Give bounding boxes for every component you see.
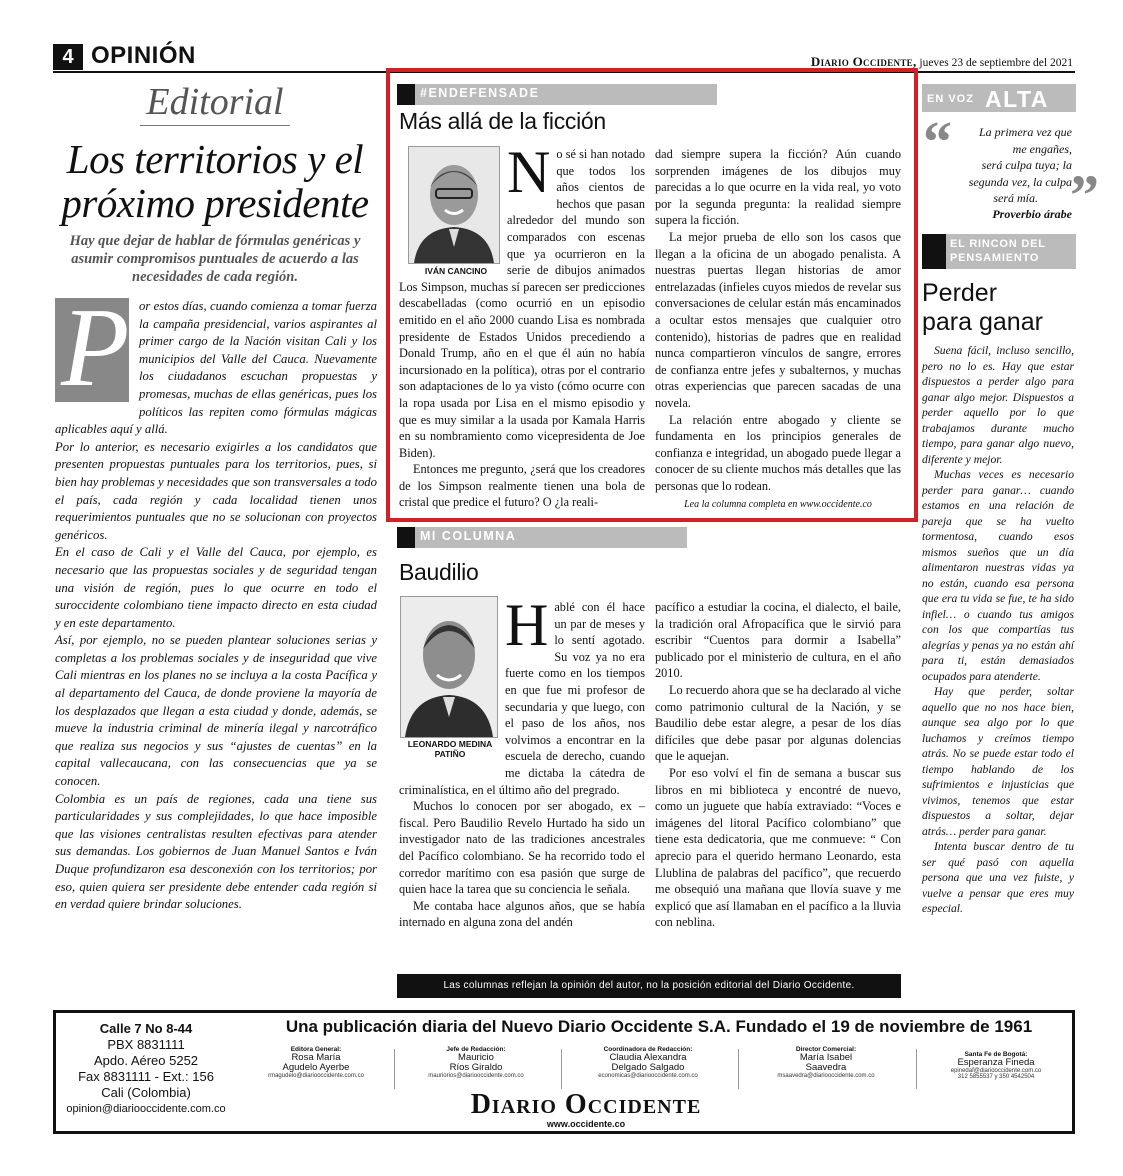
close-quote-icon: ”: [1070, 163, 1099, 228]
voz-alta-quote: [934, 124, 1072, 207]
staff-name: Claudia Alexandra: [609, 1052, 687, 1063]
address-line: Apdo. Aéreo 5252: [93, 1053, 199, 1068]
address-line: Cali (Colombia): [101, 1085, 191, 1100]
column2-tag-bar: [397, 527, 687, 548]
editorial-kicker-rule: [140, 125, 290, 126]
address-line: PBX 8831111: [107, 1037, 185, 1052]
editorial-paragraph: Así, por ejemplo, no se pueden plantear soluciones serias y completas a los problemas sociales y de inseguridad que vive Cali mientras en los planes no se incluya a la costa Pacífica y al departamento del Cauca, de donde proviene la mayoría de los desplazados que llegan a esta ciudad y donde, además, se mueve la industria criminal de minería ilegal y narcotráfico que realiza sus negocios y sus “ajustes de cuentas” en la capital vallecaucana, con las consecuencias que ya se conocen.: [55, 633, 377, 789]
column2-paragraph-text: ablé con él hace un par de meses y lo sentí agotado. Su voz ya no era fuerte como en los tiempos en que fue mi profesor de secundaria y que luego, con el paso de los años, nos volvimos a encontrar en la escuela de derecho, cuando me dictaba la cátedra de criminalística, en el último año del pregrado.: [399, 600, 645, 797]
column1-tag: #ENDEFENSADE: [420, 86, 540, 100]
staff-email: rmagudelo@diariooccidente.com.co: [268, 1073, 364, 1079]
staff-email: economicas@diariooccidente.com.co: [598, 1073, 698, 1079]
voz-alta-label-small: EN VOZ: [927, 93, 974, 105]
column1-footer-note: Lea la columna completa en www.occidente.co: [684, 499, 872, 510]
staff-editora: [246, 1046, 386, 1079]
column2-paragraph: Muchos lo conocen por ser abogado, ex – fiscal. Pero Baudilio Revelo Hurtado ha sido un investigador nato de las tradiciones ancestrales del Pacífico colombiano. Se ha recorrido todo el corredor marítimo con esa pasión que surge de quien hace la tarea que su conciencia le señala.: [399, 799, 645, 897]
staff-name: Rosa María: [291, 1052, 341, 1063]
column1-paragraph-text: o sé si han notado que todos los años cientos de hechos que pasan alrededor del mundo son comparados con escenas que ya ocurrieron en la serie de dibujos animados Los Simpson, muchas sí parecen ser predicciones descabelladas (como ocurrió en un episodio emitido en el año 2000 cuando Lisa es nombrada presidente de Estados Unidos precediendo a Donald Trump, año en el que él aún no había incursionado en la política), otras por el contrario son adaptaciones de lo ya visto (cómo ocurre con la ropa usada por Lisa en el mismo episodio y que es muy similar a la usada por Kamala Harris en su nombramiento como vicepresidenta de Joe Biden).: [399, 147, 645, 460]
rincon-paragraph: Suena fácil, incluso sencillo, pero no lo es. Hay que estar dispuestos a perder algo para ganar algo mejor. Dispuestos a perder aquello por lo que trabajamos durante mucho tiempo, para ganar algo nuevo, diferente y mejor.: [922, 344, 1074, 466]
staff-phone: 312 5855537 y 350 4542504: [957, 1074, 1035, 1080]
rincon-label: [950, 237, 1046, 265]
staff-name: Esperanza Fineda: [957, 1057, 1035, 1068]
rincon-title: [922, 279, 1043, 337]
address-line: Calle 7 No 8-44: [99, 1021, 193, 1036]
column2-paragraph: Por eso volví el fin de semana a buscar sus libros en mi biblioteca y encontré de nuevo, como un juguete que había extraviado: “Voces e imágenes del litoral Pacífico colombiano” que tiene esta dedicatoria, que me conmueve: “ Con aprecio para el querido hermano Leonardo, esta Llublina de palabras del pacífico”, que recuerdo me obsequió una mañana que llovía suave y me explicó que así llamaban en el pacífico a la lluvia con neblina.: [655, 765, 901, 930]
column1-headline: Más allá de la ficción: [399, 108, 606, 134]
editorial-subtitle: Hay que dejar de hablar de fórmulas genéricas y asumir compromisos puntuales de acuerdo a las necesidades de cada región.: [69, 233, 361, 285]
column2-right-text: [655, 599, 901, 931]
staff-role: Jefe de Redacción:: [446, 1046, 506, 1053]
column2-tag: MI COLUMNA: [420, 529, 517, 543]
column1-paragraph: dad siempre supera la ficción? Aún cuando sorprenden imágenes de los dibujos muy parecidas a lo que ocurre en la vida real, yo voto por la segunda pregunta: la realidad siempre supera la ficción.: [655, 147, 901, 228]
brand-url[interactable]: www.occidente.co: [546, 1119, 626, 1129]
column1-left-text: [399, 139, 645, 511]
column2-left-text: [399, 592, 645, 931]
staff-divider: [916, 1049, 917, 1089]
column2-paragraph: Lo recuerdo ahora que se ha declarado al viche como patrimonio cultural de la Nación, y se Baudilio debe estar alegre, a pesar de los días difíciles que debe pasar por algunas dolencias que le aquejan.: [655, 682, 901, 764]
staff-bogota: [926, 1051, 1066, 1080]
staff-name: Ríos Giraldo: [449, 1062, 503, 1073]
staff-coordinadora: [568, 1046, 728, 1079]
staff-divider: [394, 1049, 395, 1089]
editorial-paragraph: or estos días, cuando comienza a tomar fuerza la campaña presidencial, varios aspirantes al primer cargo de la Nación visitan Cali y los municipios del Valle del Cauca. Nuevamente los ciudadanos escuchan propuestas y promesas, muchas de ellas genéricas, pues los políticos las repiten como fórmulas mágicas aplicables aquí y allá.: [55, 299, 377, 437]
quote-line: será mía.: [993, 191, 1038, 205]
editorial-dropcap-letter: P: [61, 286, 130, 410]
voz-alta-label-big: ALTA: [985, 86, 1049, 112]
staff-name: Saavedra: [805, 1062, 847, 1073]
editorial-paragraph: Colombia es un país de regiones, cada una tiene sus particularidades y sus complejidades, lo que hace imposible que las visiones centralistas resulten efectivas para atender sus demandas. Los gobiernos de Juan Manuel Santos e Iván Duque profundizaron esa desconexión con los territorios; por eso, quien quiera ser presidente debe entender cada región si en verdad quiere brindar soluciones.: [55, 791, 377, 912]
quote-line: La primera vez que: [979, 125, 1072, 139]
column2-paragraph: Me contaba hace algunos años, que se había internado en alguna zona del andén: [399, 898, 645, 930]
staff-role: Santa Fe de Bogotá:: [964, 1051, 1028, 1058]
staff-name: Mauricio: [458, 1052, 494, 1063]
staff-name: Delgado Salgado: [611, 1062, 685, 1073]
editorial-body: [55, 286, 377, 914]
open-quote-icon: “: [923, 109, 952, 174]
editorial-kicker: Editorial: [146, 81, 284, 123]
section-name: OPINIÓN: [91, 42, 196, 69]
column1-right-text: [655, 146, 901, 494]
staff-email: mauriorios@diariooccidente.com.co: [428, 1073, 524, 1079]
column1-author: IVÁN CANCINO: [424, 266, 488, 276]
quote-line: me engañes,: [1012, 141, 1072, 156]
tag-block: [922, 234, 946, 269]
staff-divider: [738, 1049, 739, 1089]
column1-paragraph: Entonces me pregunto, ¿será que los creadores de los Simpson realmente tienen una bola de cristal que predice el futuro? O ¿la reali-: [399, 462, 645, 510]
rincon-label-line: EL RINCON DEL: [950, 238, 1046, 250]
address-line: Fax 8831111 - Ext.: 156: [78, 1069, 214, 1084]
staff-divider: [561, 1049, 562, 1089]
footer-address: [56, 1021, 236, 1117]
photo-spacer: [399, 146, 507, 276]
column1-paragraph: La relación entre abogado y cliente se fundamenta en los principios generales de confianza e integridad, un abogado puede llegar a conocer de su cliente muchos más detalles que las personas que lo rodean.: [655, 412, 901, 493]
staff-role: Director Comercial:: [795, 1046, 857, 1053]
column2-dropcap: H: [505, 592, 549, 658]
opinion-disclaimer: Las columnas reflejan la opinión del autor, no la posición editorial del Diario Occidente.: [397, 974, 901, 998]
column1-tag-bar: [397, 84, 717, 105]
voz-alta-author: Proverbio árabe: [992, 207, 1072, 221]
quote-line: será culpa tuya; la: [981, 158, 1072, 172]
page-number: 4: [53, 44, 83, 70]
column1-dropcap: N: [507, 139, 551, 205]
editorial-paragraph: En el caso de Cali y el Valle del Cauca, por ejemplo, es necesario que las propuestas sociales y de seguridad tengan una visión de región, pues lo que ocurre en todo el suroccidente colombiano tiene impacto directo en esta ciudad y en este departamento.: [55, 545, 377, 630]
masthead-paper-name: Diario Occidente,: [810, 54, 917, 69]
rincon-paragraph: Intenta buscar dentro de tu ser qué pasó con aquella persona que una vez fuiste, y vuelve a pensar que eres muy especial.: [922, 840, 1074, 915]
editorial-title: Los territorios y el próximo presidente: [61, 136, 369, 226]
column2-author-line2: PATIÑO: [434, 749, 466, 759]
masthead-date: jueves 23 de septiembre del 2021: [919, 57, 1073, 69]
column2-paragraph: pacífico a estudiar la cocina, el dialecto, el baile, la tradición oral Afropacífica que le sirvió para escribir “Cuentos para dormir a Isabella” publicado por el ministerio de cultura, en el año 2010.: [655, 600, 901, 681]
tag-block: [397, 84, 415, 105]
staff-name: María Isabel: [799, 1052, 853, 1063]
rincon-title-line: para ganar: [922, 308, 1043, 336]
rincon-paragraph: Muchas veces es necesario perder para ganar… cuando estamos en una relación de pareja que se ha vuelto tormentosa, cuando esos mismos sueños que un día alimentaron nuestras vidas ya no están, cuando esa persona que era tu vida se fue, te ha sido infiel… o cuando tus amigos con los que compartías tus alegrías y penas ya no están ahí para ti, están demasiados ocupados para atenderte.: [922, 468, 1074, 683]
address-email: opinion@diariooccidente.com.co: [66, 1103, 226, 1115]
staff-email: epinedaf@diariooccidente.com.co: [950, 1068, 1042, 1074]
staff-role: Editora General:: [290, 1046, 342, 1053]
column2-author-line1: LEONARDO MEDINA: [407, 739, 493, 749]
rincon-label-line: PENSAMIENTO: [950, 252, 1040, 264]
brand-logo: Diario Occidente: [470, 1089, 702, 1120]
tag-block: [397, 527, 415, 548]
editorial-paragraph: Por lo anterior, es necesario exigirles a los candidatos que presenten propuestas puntuales para los territorios, pues, si bien hay problemas y necesidades que son transversales a todo el país, cada región y cada localidad tienen unos requerimientos puntuales que no se solucionan con proyectos genéricos.: [55, 439, 377, 542]
staff-role: Coordinadora de Redacción:: [603, 1046, 693, 1053]
footer-box: [53, 1010, 1075, 1134]
editorial-dropcap: [55, 286, 130, 410]
staff-jefe: [401, 1046, 551, 1079]
staff-director: [746, 1046, 906, 1079]
staff-name: Agudelo Ayerbe: [282, 1062, 350, 1073]
rincon-bar: [922, 234, 1076, 269]
rincon-title-line: Perder: [922, 279, 998, 307]
rincon-paragraph: Hay que perder, soltar aquello que no nos hace bien, aunque sea algo por lo que luchamos y creímos tiempo atrás. No se puede estar todo el tiempo hablando de los sufrimientos e injusticias que vivimos, tenemos que estar dispuestos a soltar, dejar atrás… perder para ganar.: [922, 685, 1074, 838]
photo-spacer: [399, 599, 505, 767]
column1-paragraph: La mejor prueba de ello son los casos que llegan a la oficina de un abogado penalista. A nuestras puertas llegan historias de amor entrelazadas (infieles cuyos miedos de revelar sus conversaciones de celular están más encaminados a ocultar estos mensajes que cualquier otro contenido), historias de padres que en realidad nunca compartieron vínculos de sangre, errores de confianza entre jefes y subalternos, y muchas otras experiencias que parecen sacadas de una novela.: [655, 229, 901, 410]
column2-headline: Baudilio: [399, 559, 479, 585]
rincon-body: [922, 343, 1074, 917]
quote-line: segunda vez, la culpa: [968, 174, 1072, 189]
publication-line: Una publicación diaria del Nuevo Diario Occidente S.A. Fundado el 19 de noviembre de 1961: [285, 1017, 1033, 1036]
staff-email: msaavedra@diariooccidente.com.co: [777, 1073, 875, 1079]
